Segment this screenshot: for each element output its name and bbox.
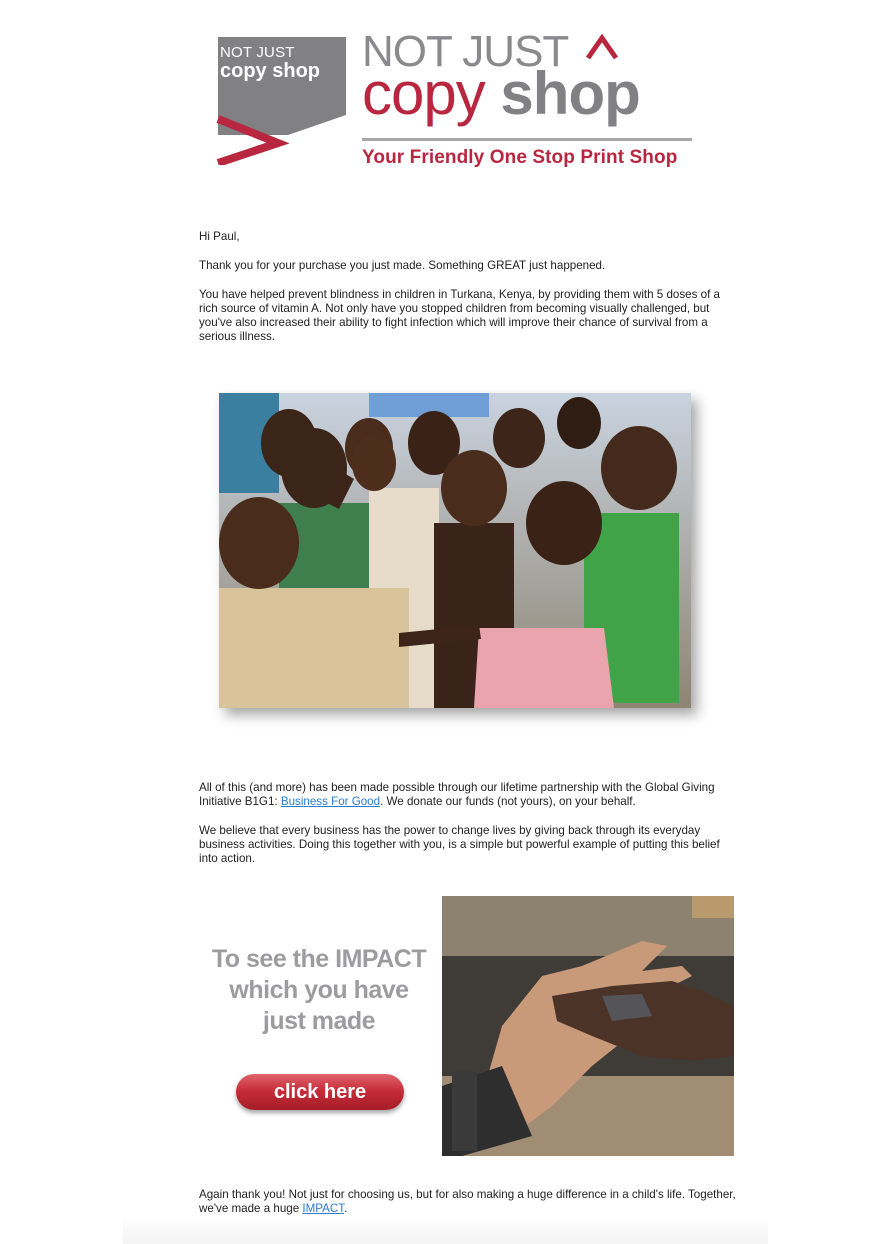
logo — [216, 27, 696, 180]
paragraph-closing — [199, 1188, 739, 1216]
closing-text-end: . — [344, 1202, 348, 1215]
logo-line2 — [362, 60, 640, 127]
caret-icon — [584, 32, 620, 62]
logo-copy-word: copy — [362, 60, 485, 127]
click-here-button[interactable]: click here — [236, 1074, 404, 1110]
hands-photo — [442, 896, 734, 1156]
paragraph-partnership — [199, 781, 739, 809]
partnership-text-end: . We donate our funds (not yours), on your behalf. — [380, 795, 636, 808]
impact-line2: which you have — [229, 976, 409, 1004]
logo-shop-word: shop — [500, 60, 640, 127]
impact-line1: To see the IMPACT — [211, 945, 427, 973]
logo-tagline: Your Friendly One Stop Print Shop — [362, 147, 678, 168]
business-for-good-link[interactable]: Business For Good — [280, 795, 381, 808]
paragraph-impact-description: You have helped prevent blindness in children in Turkana, Kenya, by providing them with 5 doses of a rich source of vitamin A. Not only have you stopped children from becoming visually challenged, but you've also increased their ability to fight infection which will improve their chance of survival from a serious illness. — [199, 288, 720, 343]
logo-divider — [362, 138, 692, 141]
greeting: Hi Paul, — [199, 230, 240, 243]
bottom-fade — [123, 1216, 768, 1244]
children-photo — [219, 393, 691, 708]
closing-text: Again thank you! Not just for choosing us, but for also making a huge difference in a child's life. Together, we've made a huge — [199, 1188, 736, 1215]
paragraph-thanks: Thank you for your purchase you just made. Something GREAT just happened. — [199, 259, 606, 272]
logo-badge-line2: copy shop — [220, 60, 321, 82]
paragraph-belief: We believe that every business has the power to change lives by giving back through its everyday business activities. Doing this together with you, is a simple but powerful example of putting this belief into action. — [199, 824, 720, 865]
hands-photo-image — [442, 896, 734, 1156]
children-photo-image — [219, 393, 691, 708]
impact-heading — [203, 944, 435, 1037]
partnership-text: All of this (and more) has been made possible through our lifetime partnership with the Global Giving Initiative B1G1: — [199, 781, 715, 808]
impact-link[interactable]: IMPACT — [302, 1202, 345, 1215]
logo-line1: NOT JUST — [362, 27, 569, 76]
logo-badge-line1: NOT JUST — [220, 44, 295, 61]
impact-line3: just made — [262, 1007, 376, 1035]
